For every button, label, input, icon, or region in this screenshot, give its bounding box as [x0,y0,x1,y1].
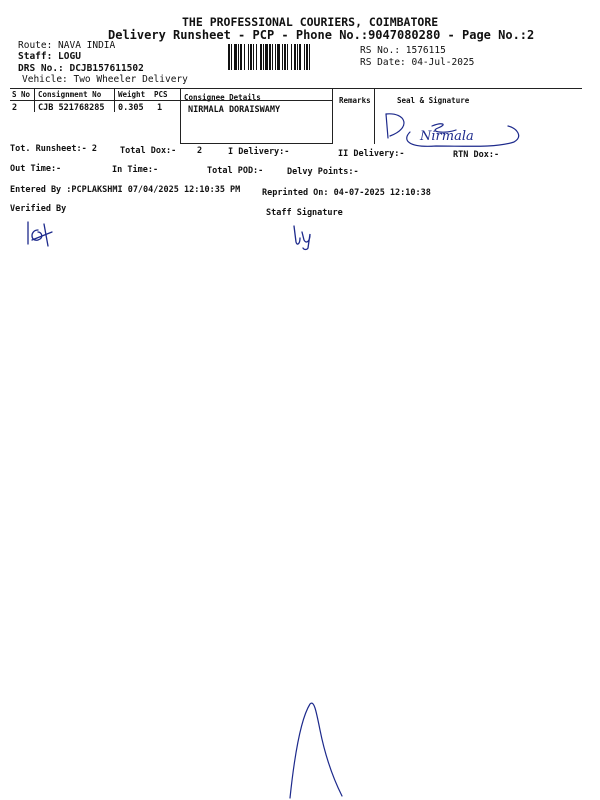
barcode-bar [277,44,280,70]
verified-by-label: Verified By [10,204,67,214]
reprinted-on: Reprinted On: 04-07-2025 12:10:38 [262,188,431,198]
rtn-dox: RTN Dox:- [453,150,500,160]
barcode-bar [287,44,288,70]
col-divider-2 [114,88,115,112]
total-dox-value: 2 [197,146,203,156]
runsheet-title: Delivery Runsheet - PCP - Phone No.:9047080280 - Page No.:2 [108,28,535,42]
total-dox-label: Total Dox:- [120,146,177,156]
col-divider-1 [34,88,35,112]
barcode-bar [306,44,308,70]
col-header-remarks: Remarks [339,96,371,105]
cell-consignment: CJB 521768285 [38,103,105,113]
pen-stroke [280,690,360,800]
col-header-pcs: PCS [154,90,168,99]
svg-text:Nirmala: Nirmala [420,129,474,144]
cell-pcs: 1 [157,103,163,113]
barcode-bar [304,44,305,70]
barcode-bar [299,44,301,70]
total-pod: Total POD:- [207,166,264,176]
barcode-bar [294,44,296,70]
barcode-bar [250,44,252,70]
table-top-rule [10,88,582,89]
barcode-bar [260,44,262,70]
barcode-bar [263,44,264,70]
entered-by: Entered By :PCPLAKSHMI 07/04/2025 12:10:35 PM [10,185,241,195]
staff-signature-mark [288,222,322,252]
rs-number: RS No.: 1576115 [360,45,446,56]
barcode-bar [253,44,254,70]
barcode-bar [265,44,268,70]
vehicle-label: Vehicle: Two Wheeler Delivery [22,74,188,85]
barcode-bar [234,44,237,70]
verifier-signature [22,218,62,250]
table-bottom-rule [180,143,332,144]
company-name: THE PROFESSIONAL COURIERS, COIMBATORE [182,15,439,29]
i-delivery: I Delivery:- [228,147,290,157]
cell-consignee: NIRMALA DORAISWAMY [188,105,281,115]
barcode-bar [284,44,286,70]
barcode-bar [228,44,230,70]
barcode-bar [240,44,242,70]
barcode-bar [231,44,232,70]
barcode-bar [282,44,283,70]
tot-runsheet: Tot. Runsheet:- 2 [10,144,97,154]
route-label: Route: NAVA INDIA [18,40,116,51]
out-time: Out Time:- [10,164,62,174]
rs-date: RS Date: 04-Jul-2025 [360,57,475,68]
col-header-sno: S No [12,90,31,99]
staff-signature-label: Staff Signature [266,208,343,218]
barcode-bar [238,44,239,70]
barcode-bar [256,44,257,70]
cell-sno: 2 [12,103,18,113]
barcode-bar [291,44,292,70]
in-time: In Time:- [112,165,159,175]
col-header-weight: Weight [118,90,146,99]
col-divider-3 [180,88,181,144]
col-header-consignment: Consignment No [38,90,102,99]
barcode-bar [248,44,249,70]
drs-number: DRS No.: DCJB157611502 [18,63,144,74]
barcode-bar [309,44,310,70]
cell-weight: 0.305 [118,103,144,113]
col-header-seal: Seal & Signature [397,96,470,105]
barcode-bar [297,44,298,70]
table-header-rule [10,100,332,101]
barcode-bar [272,44,273,70]
barcode-bar [269,44,271,70]
col-divider-4 [332,88,333,144]
col-divider-5 [374,88,375,144]
col-header-consignee: Consignee Details [184,93,261,102]
barcode [228,44,354,70]
delvy-points: Delvy Points:- [287,167,359,177]
staff-label: Staff: LOGU [18,51,81,62]
barcode-bar [244,44,245,70]
ii-delivery: II Delivery:- [338,149,405,159]
barcode-bar [275,44,276,70]
